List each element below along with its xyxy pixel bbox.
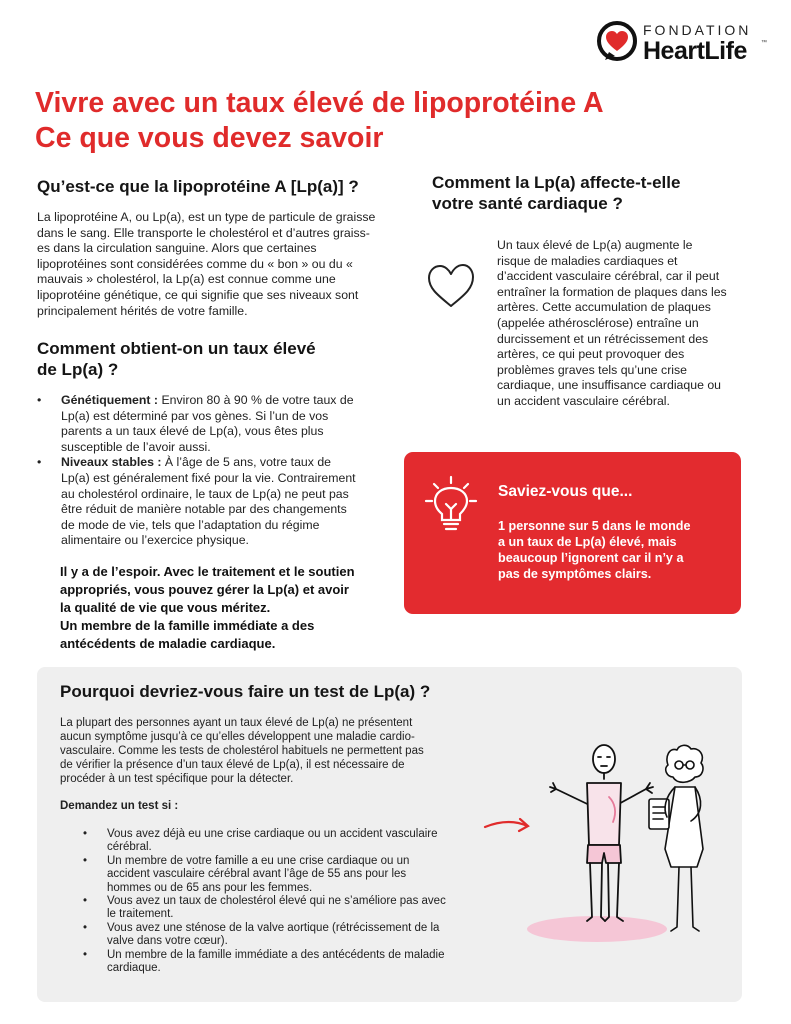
bullet-label: Génétiquement : [61,393,159,407]
test-paragraph [60,716,480,786]
test-bullet-list [83,828,473,975]
text-line: problèmes graves tels qu’une crise [497,362,688,377]
text-line: pas de symptômes clairs. [498,567,652,581]
text-line: Un membre de la famille immédiate a des [60,618,315,633]
title-line-2: Ce que vous devez savoir [35,122,384,154]
bullet-label: Niveaux stables : [61,455,162,470]
text-line: La lipoprotéine A, ou Lp(a), est un type de particule de graisse [37,210,376,224]
text-line: valve dans votre cœur). [107,935,228,948]
patient-doctor-illustration [477,717,737,997]
text-line: a un taux de Lp(a) élevé, mais [498,535,677,549]
lightbulb-icon [422,474,480,536]
how-bullet-list [37,393,407,549]
logo-line-1: FONDATION [643,22,752,38]
text-line: risque de maladies cardiaques et [497,253,678,268]
list-item [37,455,407,549]
logo-trademark: ™ [761,40,767,46]
text-line: être réduit de manière notable par des changements [61,502,347,517]
text-line: appropriés, vous pouvez gérer la Lp(a) et avoir [60,582,349,597]
text-line: vasculaire. Comme les tests de cholestérol habituels ne permettent pas [60,745,424,757]
text-line: artères. Cette accumulation de plaques [497,300,711,315]
text-line: À l’âge de 5 ans, votre taux de [161,455,332,470]
text-line: dans le sang. Elle transporte le cholestérol et d’autres graiss- [37,225,370,240]
text-line: antécédents de maladie cardiaque. [60,636,276,651]
what-paragraph [37,210,407,319]
text-line: cérébral. [107,841,152,854]
heart-outline-icon [425,262,477,310]
text-line: au cholestérol ordinaire, le taux de Lp(a) ne peut pas [61,486,349,501]
text-line: (appelée athérosclérose) entraîne un [497,315,699,330]
text-line: durcissement et un rétrécissement des [497,331,709,346]
text-line: Environ 80 à 90 % de votre taux de [158,393,354,407]
doctor-illustration [649,745,703,931]
did-you-know-box [404,452,741,614]
text-line: un accident vasculaire cérébral. [497,393,670,408]
affect-heading [432,172,680,214]
text-line: procéder à un test spécifique pour la détecter. [60,773,294,785]
text-line: • Vous avez une sténose de la valve aortique (rétrécissement de la [107,921,440,934]
logo-line-2: HeartLife [643,37,747,65]
text-line: artères, ce qui peut provoquer des [497,347,685,362]
page-title [35,86,735,156]
text-line: la qualité de vie que vous méritez. [60,600,271,615]
list-item [83,949,473,976]
text-line: Un taux élevé de Lp(a) augmente le [497,238,693,252]
did-you-know-text [498,518,738,582]
foundation-logo [595,18,770,68]
text-line: susceptible de l’avoir aussi. [61,439,211,454]
test-heading: Pourquoi devriez-vous faire un test de Lp(a) ? [60,682,431,701]
text-line: parents a un taux élevé de Lp(a), vous êtes plus [61,424,324,439]
did-you-know-title: Saviez-vous que... [498,483,633,500]
title-line-1: Vivre avec un taux élevé de lipoprotéine A [35,87,604,119]
text-line: entraîner la formation de plaques dans les [497,284,727,299]
text-line: de mode de vie, tels que l’adaptation du régime [61,517,320,532]
text-line: hommes ou de 65 ans pour les femmes. [107,881,313,894]
text-line: cardiaque. [107,962,161,975]
text-line: • Vous avez déjà eu une crise cardiaque ou un accident vasculaire [107,828,438,840]
text-line: Lp(a) est déterminé par vos gènes. Si l’un de vos [61,408,329,423]
text-line: aucun symptôme jusqu’à ce qu’elles développent une maladie cardio- [60,731,415,743]
text-line: La plupart des personnes ayant un taux élevé de Lp(a) ne présentent [60,717,413,729]
text-line: • Un membre de votre famille a eu une crise cardiaque ou un [107,854,410,867]
how-heading [37,338,316,380]
text-line: es dans la circulation sanguine. Alors que certaines [37,241,317,256]
text-line: • Vous avez un taux de cholestérol élevé qui ne s’améliore pas avec [107,895,446,908]
list-item [37,393,407,455]
heading-line: votre santé cardiaque ? [432,194,623,213]
list-item [83,922,473,949]
text-line: Lp(a) est généralement fixé pour la vie. Contrairement [61,470,356,485]
person-illustration [550,745,653,921]
text-line: principalement hérités de votre famille. [37,303,248,318]
text-line: accident vasculaire cérébral avant l’âge de 55 ans pour les [107,868,407,881]
text-line: mauvais » cholestérol, la Lp(a) est connue comme une [37,272,336,287]
text-line: beaucoup l’ignorent car il n’y a [498,551,684,565]
shadow-ellipse [527,916,667,942]
text-line: alimentaire ou l’exercice physique. [61,533,249,548]
text-line: cardiaque, une insuffisance cardiaque ou [497,378,722,393]
text-line: • Un membre de la famille immédiate a des antécédents de maladie [107,948,445,961]
list-item [83,895,473,922]
text-line: lipoprotéines sont considérées comme du « bon » ou du « [37,256,353,271]
ask-for-test-label: Demandez un test si : [60,800,179,812]
text-line: d’accident vasculaire cérébral, car il peut [497,269,720,284]
text-line: de vérifier la présence d’un taux élevé de Lp(a), il est nécessaire de [60,759,405,771]
hope-statement [60,563,395,653]
list-item [83,828,473,855]
text-line: lipoprotéine génétique, ce qui signifie que ses niveaux sont [37,287,359,302]
text-line: le traitement. [107,908,174,921]
heart-chat-logo-icon [595,20,641,66]
heading-line: de Lp(a) ? [37,360,119,379]
list-item [83,855,473,895]
arrow-icon [485,819,528,831]
heading-line: Comment obtient-on un taux élevé [37,339,316,358]
what-heading: Qu’est-ce que la lipoprotéine A [Lp(a)] ? [37,177,359,196]
affect-paragraph [497,238,747,410]
test-panel [37,667,742,1002]
text-line: 1 personne sur 5 dans le monde [498,519,691,533]
heading-line: Comment la Lp(a) affecte-t-elle [432,173,681,192]
text-line: Il y a de l’espoir. Avec le traitement et le soutien [60,564,355,579]
